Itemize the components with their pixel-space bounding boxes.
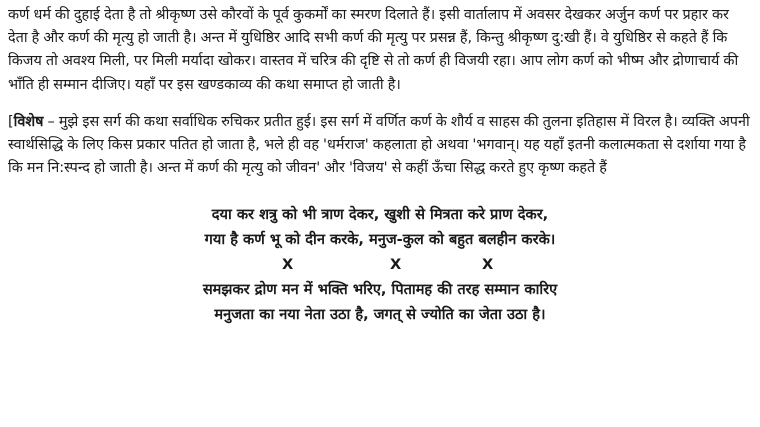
poem-block: [8, 202, 752, 327]
note-label: विशेष: [13, 113, 44, 130]
summary-paragraph: कर्ण धर्म की दुहाई देता है तो श्रीकृष्ण उसे कौरवों के पूर्व कुकर्मों का स्मरण दिलाते हैं। इसी वार्तालाप में अवसर देखकर अर्जुन कर्ण पर प्रहार कर देता है और कर्ण की मृत्यु हो जाती है। अन्त में युधिष्ठिर आदि सभी कर्ण की मृत्यु पर प्रसन्न हैं, किन्तु श्रीकृष्ण दु:खी हैं। वे युधिष्ठिर से कहते हैं कि किजय तो अवश्य मिली, पर मिली मर्यादा खोकर। वास्तव में चरित्र की दृष्टि से तो कर्ण ही विजयी रहा। आप लोग कर्ण को भीष्म और द्रोणाचार्य की भाँति ही सम्मान दीजिए। यहाँ पर इस खण्डकाव्य की कथा समाप्त हो जाती है।: [8, 7, 739, 93]
poem-line-4: मनुजता का नया नेता उठा है, जगत् से ज्योति का जेता उठा है।: [214, 306, 546, 324]
omission-marks: [8, 252, 752, 277]
poem-line-3: समझकर द्रोण मन में भक्ति भरिए, पितामह की तरह सम्मान कारिए: [202, 281, 558, 299]
poem-line-2: गया है कर्ण भू को दीन करके, मनुज-कुल को बहुत बलहीन करके।: [204, 231, 556, 249]
omission-mark-2: X: [390, 256, 402, 274]
omission-mark-3: X: [482, 256, 494, 274]
note-text: मुझे इस सर्ग की कथा सर्वाधिक रुचिकर प्रतीत हुई। इस सर्ग में वर्णित कर्ण के शौर्य व साहस की तुलना इतिहास में विरल है। व्यक्ति अपनी स्वार्थसिद्धि के लिए किस प्रकार पतित हो जाता है, भले ही वह 'धर्मराज' कहलाता हो अथवा 'भगवान्। यह यहाँ इतनी कलात्मकता से दर्शाया गया है कि मन नि:स्पन्द हो जाती है। अन्त में कर्ण की मृत्यु को जीवन' और 'विजय' से कहीं ऊँचा सिद्ध करते हुए कृष्ण कहते हैं: [8, 113, 750, 177]
omission-mark-1: X: [282, 256, 294, 274]
note-dash: –: [43, 113, 59, 130]
poem-line-1: दया कर शत्रु को भी त्राण देकर, खुशी से मित्रता करे प्राण देकर,: [211, 206, 549, 224]
note-paragraph: [8, 111, 752, 181]
note-bracket: [: [8, 113, 14, 130]
